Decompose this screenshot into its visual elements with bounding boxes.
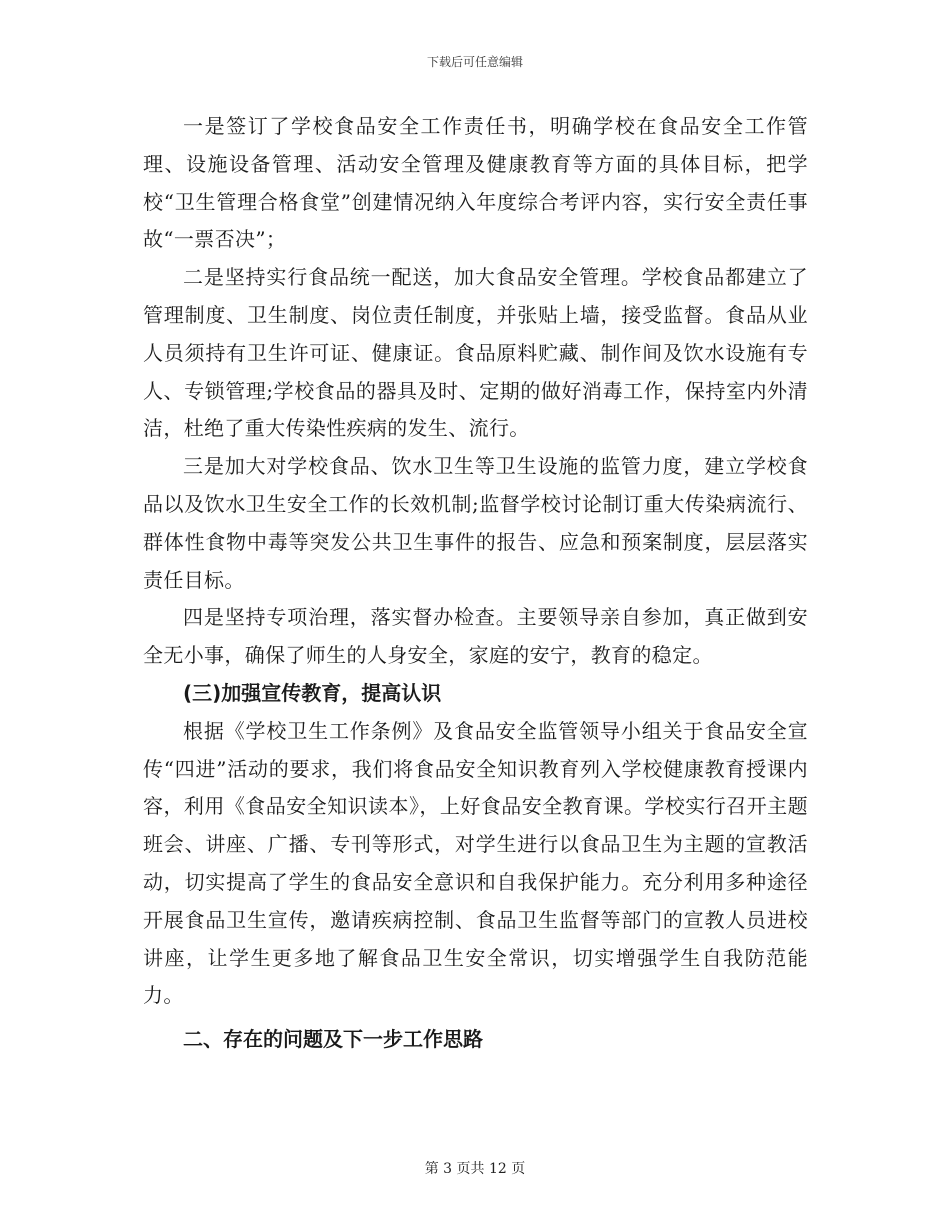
- section-heading-publicity: (三)加强宣传教育，提高认识: [183, 680, 442, 705]
- paragraph-publicity: 根据《学校卫生工作条例》及食品安全监管领导小组关于食品安全宣传“四进”活动的要求，我们将食品安全知识教育列入学校健康教育授课内容，利用《食品安全知识读本》，上好食品安全教育课。学校实行召开主题班会、讲座、广播、专刊等形式，对学生进行以食品卫生为主题的宣教活动，切实提高了学生的食品安全意识和自我保护能力。充分利用多种途径开展食品卫生宣传，邀请疾病控制、食品卫生监督等部门的宣教人员进校讲座，让学生更多地了解食品卫生安全常识，切实增强学生自我防范能力。: [143, 718, 808, 1008]
- document-body: [143, 108, 808, 1059]
- paragraph-item-3: 三是加大对学校食品、饮水卫生等卫生设施的监管力度，建立学校食品以及饮水卫生安全工作的长效机制;监督学校讨论制订重大传染病流行、群体性食物中毒等突发公共卫生事件的报告、应急和预案制度，层层落实责任目标。: [143, 454, 808, 592]
- page-number-footer: 第 3 页共 12 页: [424, 1161, 526, 1177]
- paragraph-item-1: 一是签订了学校食品安全工作责任书，明确学校在食品安全工作管理、设施设备管理、活动安全管理及健康教育等方面的具体目标，把学校“卫生管理合格食堂”创建情况纳入年度综合考评内容，实行安全责任事故“一票否决”；: [143, 114, 808, 252]
- paragraph-item-4: 四是坚持专项治理，落实督办检查。主要领导亲自参加，真正做到安全无小事，确保了师生的人身安全，家庭的安宁，教育的稳定。: [143, 605, 808, 668]
- page-header-note: 下载后可任意编辑: [426, 55, 523, 69]
- paragraph-item-2: 二是坚持实行食品统一配送，加大食品安全管理。学校食品都建立了管理制度、卫生制度、岗位责任制度，并张贴上墙，接受监督。食品从业人员须持有卫生许可证、健康证。食品原料贮藏、制作间及饮水设施有专人、专锁管理;学校食品的器具及时、定期的做好消毒工作，保持室内外清洁，杜绝了重大传染性疾病的发生、流行。: [143, 265, 808, 441]
- section-heading-problems: 二、存在的问题及下一步工作思路: [183, 1027, 483, 1052]
